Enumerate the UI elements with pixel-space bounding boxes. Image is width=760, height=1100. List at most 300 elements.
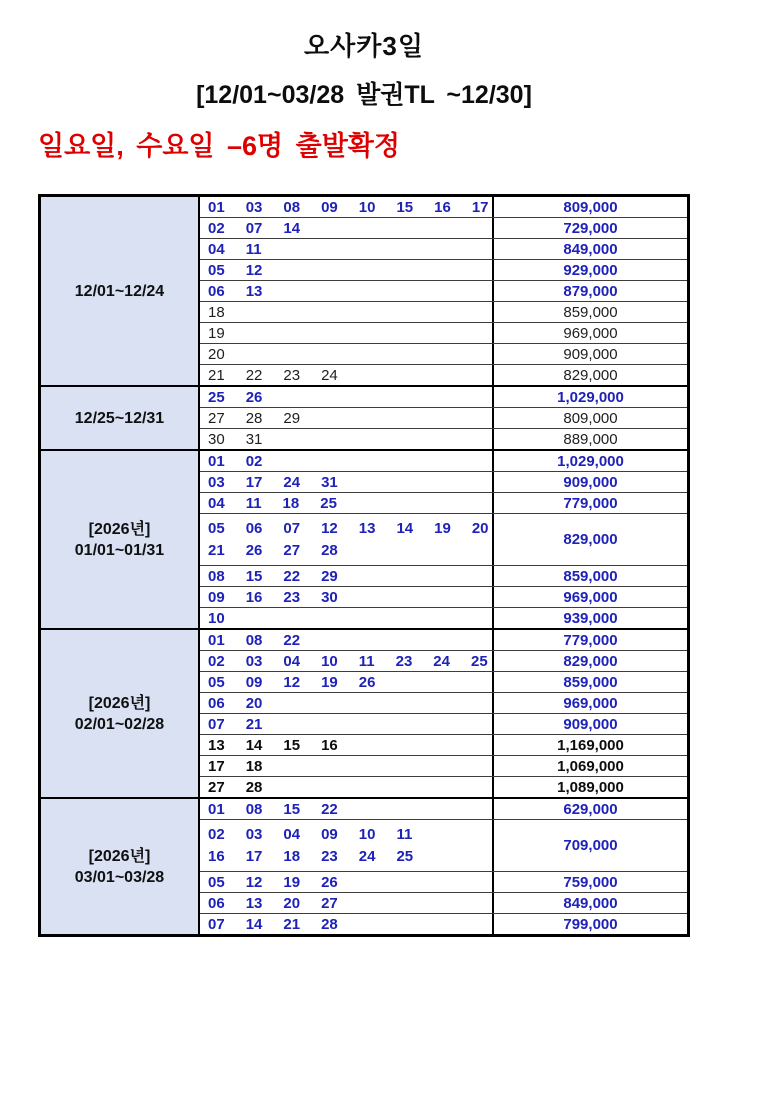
table-row [200, 630, 687, 650]
table-row [200, 913, 687, 934]
day-number: 05 [208, 673, 225, 691]
price-value: 809,000 [563, 198, 618, 216]
day-number: 22 [245, 366, 263, 384]
day-number: 09 [208, 588, 225, 606]
departure-days-cell [200, 302, 492, 322]
price-cell [492, 493, 687, 513]
day-number: 10 [208, 609, 225, 627]
table-section [41, 797, 687, 934]
day-number: 23 [283, 588, 301, 606]
days-line [208, 758, 492, 775]
day-number: 25 [396, 848, 414, 866]
price-value: 849,000 [563, 894, 618, 912]
day-number: 05 [208, 519, 225, 537]
day-number: 08 [208, 567, 225, 585]
days-line [208, 346, 492, 363]
departure-days-cell [200, 799, 492, 819]
days-line [208, 542, 492, 559]
day-number: 20 [283, 894, 301, 912]
days-line [208, 453, 492, 470]
price-cell [492, 735, 687, 755]
day-number: 19 [321, 673, 338, 691]
table-row [200, 892, 687, 913]
day-number: 04 [208, 494, 225, 512]
day-number: 20 [208, 345, 225, 363]
day-number: 29 [283, 409, 301, 427]
days-line [208, 695, 492, 712]
day-number: 18 [283, 848, 301, 866]
day-number: 14 [283, 219, 301, 237]
price-cell [492, 514, 687, 565]
date-range-line: [2026년] [88, 847, 151, 865]
day-number: 19 [208, 324, 225, 342]
price-cell [492, 651, 687, 671]
price-cell [492, 365, 687, 385]
price-value: 1,029,000 [557, 388, 624, 406]
date-range-line: [2026년] [88, 694, 151, 712]
price-cell [492, 566, 687, 586]
price-value: 1,029,000 [557, 452, 624, 470]
table-row [200, 428, 687, 449]
table-row [200, 364, 687, 385]
day-number: 23 [321, 848, 338, 866]
price-cell [492, 820, 687, 871]
table-section [41, 628, 687, 797]
table-row [200, 407, 687, 428]
days-line [208, 716, 492, 733]
day-number: 17 [208, 757, 225, 775]
price-cell [492, 218, 687, 238]
day-number: 09 [321, 198, 338, 216]
price-value: 849,000 [563, 240, 618, 258]
price-value: 779,000 [563, 494, 618, 512]
price-value: 829,000 [563, 366, 618, 384]
day-number: 10 [358, 825, 376, 843]
days-line [208, 283, 492, 300]
day-number: 22 [283, 631, 301, 649]
day-number: 25 [320, 494, 337, 512]
date-range-label [41, 387, 200, 449]
day-number: 13 [208, 736, 225, 754]
departure-days-cell [200, 387, 492, 407]
day-number: 09 [321, 825, 338, 843]
day-number: 31 [321, 473, 338, 491]
departure-days-cell [200, 693, 492, 713]
days-line [208, 262, 492, 279]
date-range-label [41, 630, 200, 797]
date-range-label [41, 451, 200, 628]
day-number: 22 [321, 800, 338, 818]
table-row [200, 451, 687, 471]
table-row [200, 217, 687, 238]
table-row [200, 692, 687, 713]
price-value: 939,000 [563, 609, 618, 627]
price-cell [492, 408, 687, 428]
table-row [200, 734, 687, 755]
day-number: 01 [208, 452, 225, 470]
days-line [208, 674, 492, 691]
day-number: 13 [245, 282, 263, 300]
date-range-line: 03/01~03/28 [74, 868, 165, 886]
date-range-line: 12/01~12/24 [74, 282, 165, 300]
price-value: 909,000 [563, 715, 618, 733]
departure-days-cell [200, 714, 492, 734]
price-value: 969,000 [563, 694, 618, 712]
table-row [200, 280, 687, 301]
departure-days-cell [200, 630, 492, 650]
day-number: 19 [283, 873, 301, 891]
price-value: 969,000 [563, 588, 618, 606]
departure-days-cell [200, 735, 492, 755]
days-line [208, 826, 492, 843]
days-line [208, 410, 492, 427]
day-number: 16 [208, 848, 225, 866]
day-number: 11 [245, 494, 262, 512]
departure-days-cell [200, 472, 492, 492]
table-row [200, 259, 687, 280]
table-row [200, 755, 687, 776]
day-number: 10 [358, 198, 376, 216]
day-number: 03 [245, 198, 263, 216]
price-value: 889,000 [563, 430, 618, 448]
days-line [208, 916, 492, 933]
day-number: 23 [395, 652, 413, 670]
days-line [208, 220, 492, 237]
price-value: 779,000 [563, 631, 618, 649]
days-line [208, 367, 492, 384]
day-number: 24 [433, 652, 450, 670]
price-cell [492, 239, 687, 259]
day-number: 12 [283, 673, 301, 691]
table-row [200, 799, 687, 819]
day-number: 08 [283, 198, 301, 216]
days-line [208, 474, 492, 491]
price-cell [492, 302, 687, 322]
day-number: 03 [245, 825, 263, 843]
day-number: 15 [396, 198, 414, 216]
day-number: 07 [208, 715, 225, 733]
day-number: 21 [208, 366, 225, 384]
price-cell [492, 872, 687, 892]
days-line [208, 801, 492, 818]
days-line [208, 632, 492, 649]
table-row [200, 650, 687, 671]
day-number: 10 [321, 652, 338, 670]
price-value: 629,000 [563, 800, 618, 818]
day-number: 06 [208, 894, 225, 912]
day-number: 31 [245, 430, 263, 448]
day-number: 26 [245, 542, 263, 560]
day-number: 07 [208, 915, 225, 933]
table-section [41, 197, 687, 385]
price-cell [492, 914, 687, 934]
departure-days-cell [200, 514, 492, 565]
day-number: 15 [245, 567, 263, 585]
price-cell [492, 451, 687, 471]
table-row [200, 301, 687, 322]
table-row [200, 492, 687, 513]
price-value: 709,000 [563, 837, 618, 854]
day-number: 06 [208, 694, 225, 712]
table-row [200, 322, 687, 343]
section-rows [200, 630, 687, 797]
day-number: 03 [208, 473, 225, 491]
days-line [208, 589, 492, 606]
document [38, 26, 690, 937]
day-number: 16 [321, 736, 338, 754]
price-value: 799,000 [563, 915, 618, 933]
day-number: 06 [245, 519, 263, 537]
day-number: 27 [321, 894, 338, 912]
day-number: 28 [245, 409, 263, 427]
price-cell [492, 429, 687, 449]
departure-days-cell [200, 672, 492, 692]
price-cell [492, 587, 687, 607]
day-number: 30 [208, 430, 225, 448]
table-row [200, 586, 687, 607]
price-cell [492, 260, 687, 280]
departure-days-cell [200, 365, 492, 385]
day-number: 14 [396, 519, 414, 537]
departure-days-cell [200, 587, 492, 607]
day-number: 29 [321, 567, 338, 585]
days-line [208, 520, 492, 537]
table-row [200, 776, 687, 797]
page-subtitle: [12/01~03/28 발권TL ~12/30] [196, 81, 532, 109]
day-number: 01 [208, 800, 225, 818]
day-number: 26 [358, 673, 376, 691]
days-line [208, 895, 492, 912]
price-cell [492, 387, 687, 407]
table-row [200, 387, 687, 407]
price-table [38, 194, 690, 937]
table-row [200, 197, 687, 217]
day-number: 07 [245, 219, 263, 237]
day-number: 09 [245, 673, 263, 691]
departure-days-cell [200, 566, 492, 586]
days-line [208, 389, 492, 406]
section-rows [200, 451, 687, 628]
day-number: 21 [208, 542, 225, 560]
days-line [208, 568, 492, 585]
price-cell [492, 630, 687, 650]
day-number: 02 [245, 452, 263, 470]
price-cell [492, 756, 687, 776]
table-row [200, 343, 687, 364]
price-cell [492, 608, 687, 628]
day-number: 28 [245, 778, 263, 796]
day-number: 12 [245, 873, 263, 891]
day-number: 05 [208, 261, 225, 279]
date-range-line: 12/25~12/31 [74, 409, 165, 427]
price-cell [492, 693, 687, 713]
days-line [208, 199, 492, 216]
departure-days-cell [200, 893, 492, 913]
departure-days-cell [200, 608, 492, 628]
price-value: 859,000 [563, 567, 618, 585]
table-row [200, 713, 687, 734]
days-line [208, 848, 492, 865]
day-number: 26 [321, 873, 338, 891]
price-cell [492, 281, 687, 301]
day-number: 07 [283, 519, 301, 537]
section-rows [200, 799, 687, 934]
day-number: 25 [208, 388, 225, 406]
day-number: 05 [208, 873, 225, 891]
table-row [200, 471, 687, 492]
day-number: 22 [283, 567, 301, 585]
price-value: 759,000 [563, 873, 618, 891]
price-value: 859,000 [563, 303, 618, 321]
table-row [200, 238, 687, 259]
day-number: 06 [208, 282, 225, 300]
day-number: 27 [208, 409, 225, 427]
price-value: 829,000 [563, 531, 618, 548]
departure-days-cell [200, 260, 492, 280]
day-number: 27 [283, 542, 301, 560]
table-section [41, 449, 687, 628]
table-row [200, 671, 687, 692]
day-number: 24 [321, 366, 338, 384]
price-cell [492, 672, 687, 692]
price-value: 969,000 [563, 324, 618, 342]
days-line [208, 495, 492, 512]
departure-days-cell [200, 281, 492, 301]
price-value: 1,069,000 [557, 757, 624, 775]
day-number: 17 [471, 198, 489, 216]
day-number: 27 [208, 778, 225, 796]
day-number: 18 [245, 757, 263, 775]
date-range-line: 02/01~02/28 [74, 715, 165, 733]
price-value: 909,000 [563, 345, 618, 363]
date-range-label [41, 197, 200, 385]
departure-notice: 일요일, 수요일 –6명 출발확정 [38, 131, 400, 161]
day-number: 03 [245, 652, 263, 670]
days-line [208, 653, 492, 670]
day-number: 15 [283, 736, 301, 754]
days-line [208, 325, 492, 342]
day-number: 04 [283, 825, 301, 843]
day-number: 24 [283, 473, 301, 491]
day-number: 17 [245, 848, 263, 866]
days-line [208, 874, 492, 891]
departure-days-cell [200, 756, 492, 776]
price-value: 809,000 [563, 409, 618, 427]
price-cell [492, 197, 687, 217]
day-number: 20 [471, 519, 489, 537]
day-number: 23 [283, 366, 301, 384]
price-value: 1,089,000 [557, 778, 624, 796]
days-line [208, 779, 492, 796]
day-number: 12 [321, 519, 338, 537]
price-value: 729,000 [563, 219, 618, 237]
price-cell [492, 714, 687, 734]
price-value: 829,000 [563, 652, 618, 670]
day-number: 11 [245, 240, 262, 258]
day-number: 14 [245, 736, 263, 754]
departure-days-cell [200, 344, 492, 364]
days-line [208, 737, 492, 754]
day-number: 21 [245, 715, 263, 733]
day-number: 14 [245, 915, 263, 933]
price-value: 929,000 [563, 261, 618, 279]
day-number: 02 [208, 825, 225, 843]
day-number: 04 [208, 240, 225, 258]
day-number: 18 [282, 494, 300, 512]
table-row [200, 513, 687, 565]
departure-days-cell [200, 493, 492, 513]
departure-days-cell [200, 218, 492, 238]
departure-days-cell [200, 872, 492, 892]
day-number: 13 [245, 894, 263, 912]
day-number: 16 [434, 198, 451, 216]
departure-days-cell [200, 820, 492, 871]
price-cell [492, 472, 687, 492]
price-value: 909,000 [563, 473, 618, 491]
price-value: 859,000 [563, 673, 618, 691]
day-number: 19 [434, 519, 451, 537]
day-number: 04 [283, 652, 301, 670]
day-number: 28 [321, 915, 338, 933]
day-number: 25 [470, 652, 488, 670]
price-cell [492, 323, 687, 343]
days-line [208, 241, 492, 258]
day-number: 26 [245, 388, 263, 406]
table-row [200, 607, 687, 628]
day-number: 24 [358, 848, 376, 866]
day-number: 12 [245, 261, 263, 279]
departure-days-cell [200, 408, 492, 428]
day-number: 13 [358, 519, 376, 537]
section-rows [200, 387, 687, 449]
table-section [41, 385, 687, 449]
day-number: 17 [245, 473, 263, 491]
day-number: 01 [208, 198, 225, 216]
day-number: 01 [208, 631, 225, 649]
day-number: 02 [208, 219, 225, 237]
page-title: 오사카3일 [304, 31, 424, 61]
day-number: 30 [321, 588, 338, 606]
price-cell [492, 777, 687, 797]
departure-days-cell [200, 651, 492, 671]
departure-days-cell [200, 239, 492, 259]
departure-days-cell [200, 429, 492, 449]
day-number: 08 [245, 631, 263, 649]
day-number: 02 [208, 652, 225, 670]
day-number: 21 [283, 915, 301, 933]
days-line [208, 304, 492, 321]
section-rows [200, 197, 687, 385]
price-value: 1,169,000 [557, 736, 624, 754]
days-line [208, 610, 492, 627]
departure-days-cell [200, 777, 492, 797]
day-number: 18 [208, 303, 225, 321]
day-number: 20 [245, 694, 263, 712]
price-value: 879,000 [563, 282, 618, 300]
price-cell [492, 893, 687, 913]
price-cell [492, 344, 687, 364]
price-cell [492, 799, 687, 819]
departure-days-cell [200, 914, 492, 934]
table-row [200, 565, 687, 586]
day-number: 11 [396, 825, 413, 843]
day-number: 08 [245, 800, 263, 818]
day-number: 11 [358, 652, 375, 670]
departure-days-cell [200, 197, 492, 217]
day-number: 15 [283, 800, 301, 818]
date-range-line: [2026년] [88, 520, 151, 538]
table-row [200, 819, 687, 871]
